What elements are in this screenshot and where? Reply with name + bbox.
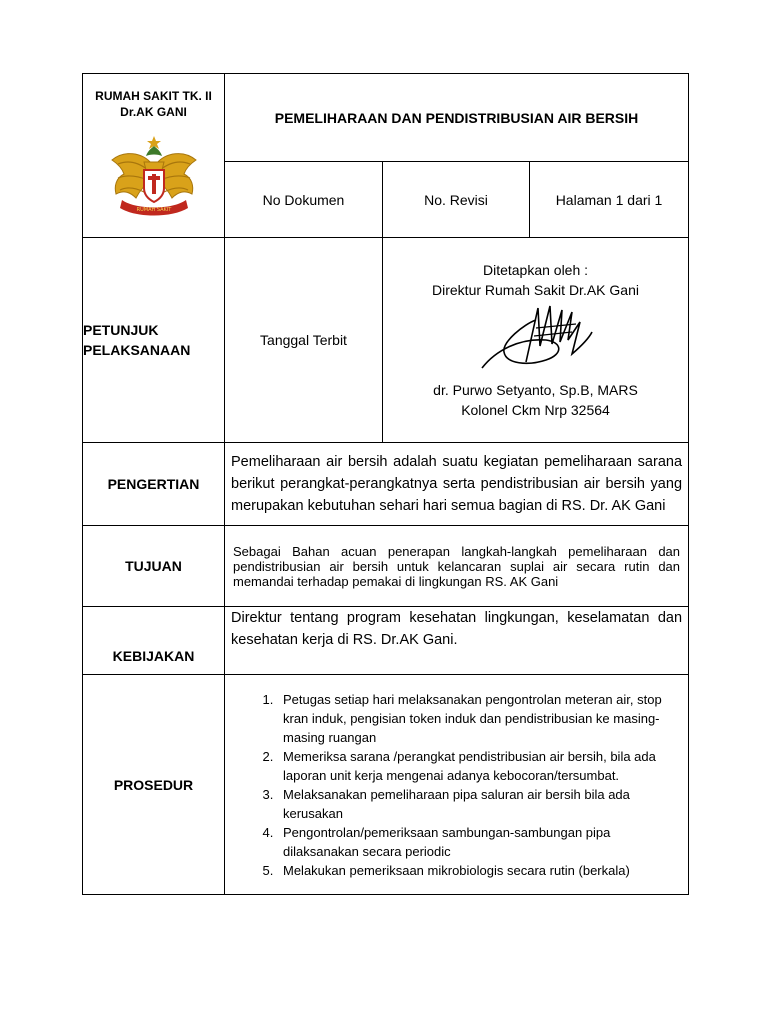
petunjuk-pelaksanaan-label: [83, 238, 225, 443]
hospital-name: [83, 74, 224, 120]
prosedur-step: 1. Petugas setiap hari melaksanakan pengontrolan meteran air, stop kran induk, pengisian token induk dan pendistribusian ke masing-masing ruangan: [277, 690, 678, 747]
hospital-name-line1: RUMAH SAKIT TK. II: [95, 89, 212, 103]
approval-block: [383, 238, 689, 443]
petunjuk-label-line2: PELAKSANAAN: [83, 342, 191, 358]
tujuan-text: Sebagai Bahan acuan penerapan langkah-langkah pemeliharaan dan pendistribusian air bersih untuk kelancaran suplai air secara rutin dan memandai terhadap pemakai di lingkungan RS. AK Gani: [225, 526, 689, 607]
ditetapkan-text: Ditetapkan oleh :: [482, 262, 589, 278]
prosedur-step: 2. Memeriksa sarana /perangkat pendistribusian air bersih, bila ada laporan unit kerja mengenai adanya kebocoran/tersumbat.: [277, 747, 678, 785]
kebijakan-label: KEBIJAKAN: [83, 607, 225, 675]
prosedur-step: 3. Melaksanakan pemeliharaan pipa saluran air bersih bila ada kerusakan: [277, 785, 678, 823]
prosedur-cell: [225, 675, 689, 895]
document-title: PEMELIHARAAN DAN PENDISTRIBUSIAN AIR BERSIH: [225, 74, 689, 162]
hospital-name-line2: Dr.AK GANI: [120, 105, 187, 119]
prosedur-step: 5. Melakukan pemeriksaan mikrobiologis secara rutin (berkala): [277, 861, 678, 880]
director-name: dr. Purwo Setyanto, Sp.B, MARS: [433, 382, 638, 398]
director-signature-icon: [476, 302, 596, 376]
kebijakan-text: Direktur tentang program kesehatan lingkungan, keselamatan dan kesehatan kerja di RS. Dr.AK Gani.: [225, 607, 689, 675]
prosedur-steps: [225, 690, 688, 880]
prosedur-step: 4. Pengontrolan/pemeriksaan sambungan-sambungan pipa dilaksanakan secara periodic: [277, 823, 678, 861]
pengertian-label: PENGERTIAN: [83, 443, 225, 526]
tanggal-terbit-cell: Tanggal Terbit: [225, 238, 383, 443]
sop-table: [82, 73, 689, 895]
no-dokumen-cell: No Dokumen: [225, 162, 383, 238]
halaman-cell: Halaman 1 dari 1: [530, 162, 689, 238]
tujuan-label: TUJUAN: [83, 526, 225, 607]
director-rank: Kolonel Ckm Nrp 32564: [461, 402, 610, 418]
sop-document: [82, 73, 688, 895]
pengertian-text: Pemeliharaan air bersih adalah suatu kegiatan pemeliharaan sarana berikut perangkat-perangkatnya serta pendistribusian air bersih yang merupakan kebutuhan sehari hari semua bagian di RS. Dr. AK Gani: [225, 443, 689, 526]
no-revisi-cell: No. Revisi: [383, 162, 530, 238]
petunjuk-label-line1: PETUNJUK: [83, 322, 159, 338]
prosedur-label: PROSEDUR: [83, 675, 225, 895]
logo-ribbon-text: RUMAH SAKIT: [136, 207, 171, 213]
hospital-emblem-icon: [106, 134, 202, 224]
hospital-header-cell: [83, 74, 225, 238]
director-title: Direktur Rumah Sakit Dr.AK Gani: [432, 282, 639, 298]
